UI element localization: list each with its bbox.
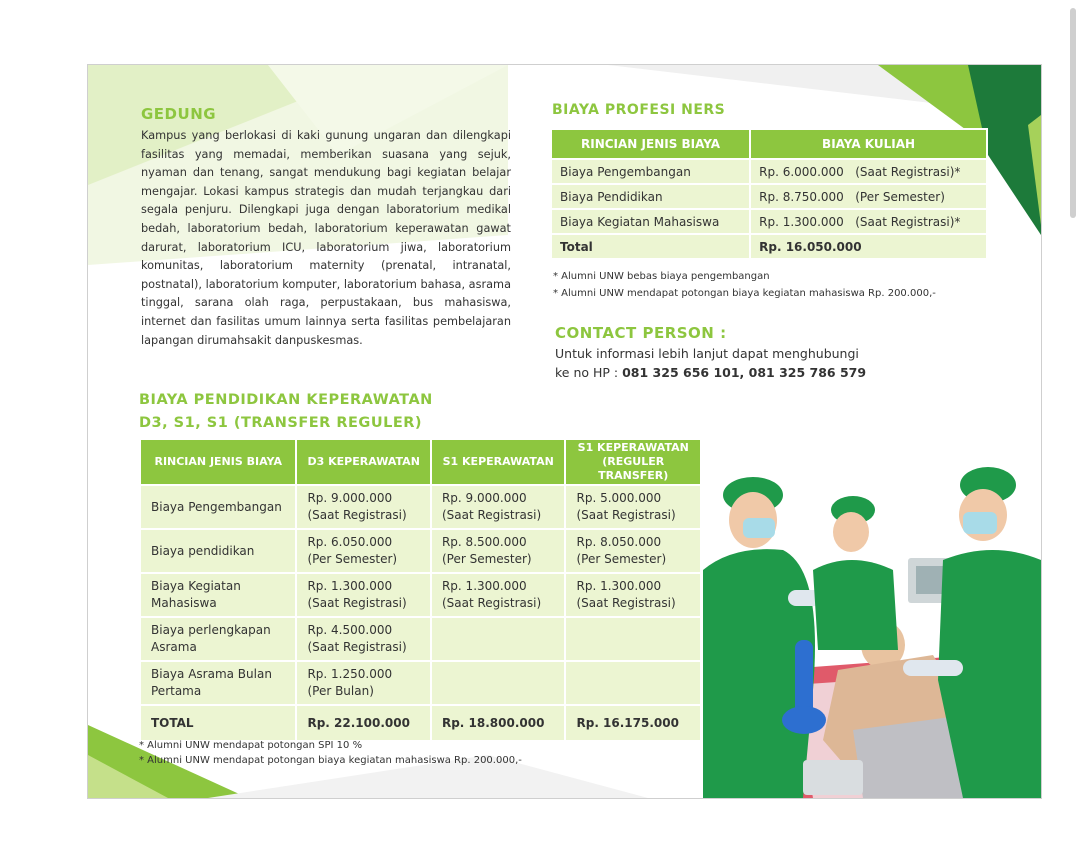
- pendidikan-title: [139, 389, 433, 435]
- table-header-row: [551, 129, 987, 159]
- s1-cell: Rp. 8.500.000 (Per Semester): [431, 529, 566, 573]
- d3-cell: Rp. 9.000.000 (Saat Registrasi): [296, 485, 431, 529]
- s1-transfer-cell: Rp. 1.300.000 (Saat Registrasi): [565, 573, 701, 617]
- cost-note: (Saat Registrasi)*: [855, 164, 961, 179]
- nursing-practice-photo: [703, 440, 1041, 798]
- profesi-ners-title: BIAYA PROFESI NERS: [552, 102, 726, 118]
- table-row: [140, 573, 701, 617]
- total-s1-transfer: Rp. 16.175.000: [565, 705, 701, 741]
- cost-type-cell: Biaya Pendidikan: [551, 184, 750, 209]
- column-header: S1 KEPERAWATAN: [431, 439, 566, 485]
- scrollbar[interactable]: [1070, 8, 1076, 218]
- table-header-row: [140, 439, 701, 485]
- column-header: D3 KEPERAWATAN: [296, 439, 431, 485]
- cost-value-cell: [750, 159, 987, 184]
- column-header: RINCIAN JENIS BIAYA: [140, 439, 296, 485]
- d3-cell: Rp. 6.050.000 (Per Semester): [296, 529, 431, 573]
- pendidikan-table: [139, 438, 702, 742]
- cost-amount: Rp. 8.750.000: [759, 189, 844, 204]
- table-row: [140, 661, 701, 705]
- cost-amount: Rp. 1.300.000: [759, 214, 844, 229]
- s1-cell: Rp. 9.000.000 (Saat Registrasi): [431, 485, 566, 529]
- total-row: [140, 705, 701, 741]
- profesi-ners-table: [550, 128, 988, 260]
- column-header: RINCIAN JENIS BIAYA: [551, 129, 750, 159]
- s1-cell: Rp. 1.300.000 (Saat Registrasi): [431, 573, 566, 617]
- table-row: [551, 209, 987, 234]
- cost-type-cell: Biaya pendidikan: [140, 529, 296, 573]
- total-s1: Rp. 18.800.000: [431, 705, 566, 741]
- gedung-description: Kampus yang berlokasi di kaki gunung ungaran dan dilengkapi fasilitas yang memadai, memberikan suasana yang sejuk, nyaman dan tenang, sangat mendukung bagi kegiatan belajar mengajar. Lokasi kampus strategis dan mudah terjangkau dari segala penjuru. Dilengkapi juga dengan laboratorium medikal bedah, laboratorium bedah, laboratorium keperawatan gawat darurat, laboratorium ICU, laboratorium jiwa, laboratorium komunitas, laboratorium maternity (prenatal, intranatal, postnatal), laboratorium komputer, laboratorium bahasa, asrama tinggal, sarana olah raga, perpustakaan, bus mahasiswa, internet dan fasilitas umum lainnya serta fasilitas pembelajaran lapangan dirumahsakit danpuskesmas.: [141, 129, 511, 347]
- cost-note: (Per Semester): [855, 189, 945, 204]
- d3-cell: Rp. 1.250.000 (Per Bulan): [296, 661, 431, 705]
- contact-title: CONTACT PERSON :: [555, 324, 727, 342]
- total-row: [551, 234, 987, 259]
- table-row: [140, 529, 701, 573]
- total-label: Total: [551, 234, 750, 259]
- phone-numbers: 081 325 656 101, 081 325 786 579: [622, 365, 867, 380]
- cost-note: (Saat Registrasi)*: [855, 214, 961, 229]
- cost-value-cell: [750, 184, 987, 209]
- total-d3: Rp. 22.100.000: [296, 705, 431, 741]
- total-value: Rp. 16.050.000: [750, 234, 987, 259]
- pendidikan-title-line: D3, S1, S1 (TRANSFER REGULER): [139, 415, 423, 431]
- column-header: BIAYA KULIAH: [750, 129, 987, 159]
- cost-type-cell: Biaya Pengembangan: [551, 159, 750, 184]
- d3-cell: Rp. 4.500.000 (Saat Registrasi): [296, 617, 431, 661]
- profesi-notes: [553, 268, 936, 302]
- cost-amount: Rp. 6.000.000: [759, 164, 844, 179]
- total-label: TOTAL: [140, 705, 296, 741]
- phone-prefix: ke no HP :: [555, 365, 623, 380]
- s1-transfer-cell: Rp. 5.000.000 (Saat Registrasi): [565, 485, 701, 529]
- contact-phone-line: [555, 363, 866, 382]
- s1-cell: [431, 617, 566, 661]
- pendidikan-title-line: BIAYA PENDIDIKAN KEPERAWATAN: [139, 392, 433, 408]
- note-line: * Alumni UNW mendapat potongan SPI 10 %: [139, 740, 363, 751]
- gedung-title: GEDUNG: [141, 105, 217, 123]
- column-header-line: (REGULER TRANSFER): [598, 455, 669, 482]
- pendidikan-notes: [139, 738, 522, 768]
- cost-type-cell: Biaya perlengkapan Asrama: [140, 617, 296, 661]
- table-row: [551, 184, 987, 209]
- contact-info: [555, 344, 866, 382]
- brochure-page: [87, 64, 1042, 799]
- cost-type-cell: Biaya Kegiatan Mahasiswa: [551, 209, 750, 234]
- s1-transfer-cell: [565, 661, 701, 705]
- s1-transfer-cell: Rp. 8.050.000 (Per Semester): [565, 529, 701, 573]
- s1-cell: [431, 661, 566, 705]
- note-line: * Alumni UNW mendapat potongan biaya kegiatan mahasiswa Rp. 200.000,-: [553, 288, 936, 299]
- column-header: [565, 439, 701, 485]
- column-header-line: S1 KEPERAWATAN: [577, 441, 689, 454]
- cost-value-cell: [750, 209, 987, 234]
- cost-type-cell: Biaya Kegiatan Mahasiswa: [140, 573, 296, 617]
- note-line: * Alumni UNW mendapat potongan biaya kegiatan mahasiswa Rp. 200.000,-: [139, 755, 522, 766]
- d3-cell: Rp. 1.300.000 (Saat Registrasi): [296, 573, 431, 617]
- s1-transfer-cell: [565, 617, 701, 661]
- contact-line: Untuk informasi lebih lanjut dapat menghubungi: [555, 346, 859, 361]
- cost-type-cell: Biaya Pengembangan: [140, 485, 296, 529]
- table-row: [551, 159, 987, 184]
- table-row: [140, 485, 701, 529]
- note-line: * Alumni UNW bebas biaya pengembangan: [553, 271, 770, 282]
- table-row: [140, 617, 701, 661]
- cost-type-cell: Biaya Asrama Bulan Pertama: [140, 661, 296, 705]
